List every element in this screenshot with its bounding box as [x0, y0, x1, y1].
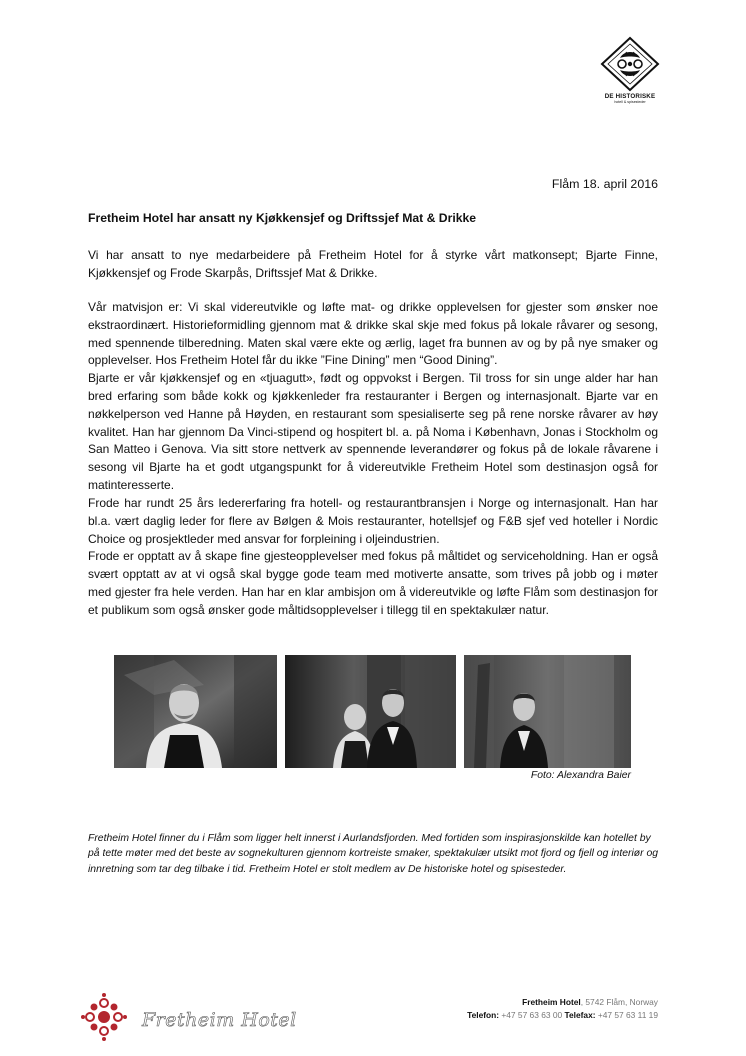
contact-fax-label: Telefax:	[564, 1010, 596, 1020]
document-heading: Fretheim Hotel har ansatt ny Kjøkkensjef og Driftssjef Mat & Drikke	[88, 211, 477, 225]
paragraph-intro: Vi har ansatt to nye medarbeidere på Fretheim Hotel for å styrke vårt matkonsept; Bjarte Finne, Kjøkkensjef og Frode Skarpås, Driftssjef Mat & Drikke.	[88, 248, 658, 280]
de-historiske-logo	[598, 36, 662, 104]
photo-bjarte-and-frode	[285, 655, 456, 768]
contact-address-line	[467, 996, 658, 1009]
photo-chef-bjarte	[114, 655, 277, 768]
paragraph-bjarte: Bjarte er vår kjøkkensjef og en «tjuagutt», født og oppvokst i Bergen. Til tross for sin unge alder har han bred erfaring som både kokk og kjøkkenleder fra restauranter i Bergen og internasjonalt. Bjarte var en nøkkelperson ved Hanne på Høyden, en restaurant som spesialiserte seg på rene norske råvarer av høy kvalitet. Han har gjennom Da Vinci-stipend og hospitert bl. a. på Noma i København, Jonas i Stockholm og San Matteo i Genova. Via sitt store nettverk av spennende leverandører og fokus på de lokale råvarene i sesong vil Bjarte ha et godt utgangspunkt for å videreutvikle Fretheim Hotel som destinasjon også for matinteresserte.	[88, 371, 658, 492]
paragraph-frode-ambition: Frode er opptatt av å skape fine gjesteopplevelser med fokus på måltidet og serviceholdning. Han er også svært opptatt av at vi også skal bygge gode team med motiverte ansatte, som trives på jobb og i møter med gjester fra hele verden. Han har en klar ambisjon om å videreutvikle og løfte Flåm som destinasjon for et publikum som også ønsker gode måltidsopplevelser i tillegg til en spektakulær natur.	[88, 549, 658, 617]
photo-frode	[464, 655, 631, 768]
logo-sub-text: hotell & spisesteder	[614, 100, 646, 104]
de-historiske-emblem-icon	[600, 36, 660, 92]
fretheim-rose-emblem-icon	[81, 993, 127, 1041]
contact-phone: +47 57 63 63 00	[499, 1010, 565, 1020]
paragraph-vision: Vår matvisjon er: Vi skal videreutvikle og løfte mat- og drikke opplevelsen for gjester som ønsker noe ekstraordinært. Historieformidling gjennom mat & drikke skal skje med fokus på lokale råvarer og sesong, med spennende tilberedning. Maten skal være ekte og ærlig, laget fra bunnen av og by på nye smaker og opplevelser. Hos Fretheim Hotel får du ikke ”Fine Dining” men “Good Dining”.	[88, 300, 658, 368]
document-date: Flåm 18. april 2016	[551, 177, 658, 191]
paragraph-vision-block	[88, 299, 658, 495]
contact-info	[467, 996, 658, 1022]
contact-fax: +47 57 63 11 19	[595, 1010, 658, 1020]
hotel-logo-wordmark: Fretheim Hotel	[142, 1009, 297, 1031]
fretheim-hotel-logo	[80, 991, 312, 1043]
paragraph-frode-experience: Frode har rundt 25 års ledererfaring fra hotell- og restaurantbransjen i Norge og internasjonalt. Han har bl.a. vært daglig leder for flere av Bølgen & Mois restauranter, hotellsjef og F&B sjef ved hoteller i Nordic Choice og prosjektleder med ansvar for forpleining i oljeindustrien.	[88, 496, 658, 546]
logo-brand-text: DE HISTORISKE	[604, 93, 656, 100]
contact-phone-label: Telefon:	[467, 1010, 500, 1020]
photo-credit: Foto: Alexandra Baier	[530, 770, 631, 781]
contact-address: , 5742 Flåm, Norway	[580, 997, 658, 1007]
contact-phone-line	[467, 1009, 658, 1022]
paragraph-frode-block	[88, 495, 658, 620]
hotel-description: Fretheim Hotel finner du i Flåm som ligger helt innerst i Aurlandsfjorden. Med fortiden som inspirasjonskilde kan hotellet by på tette møter med det beste av sognekulturen gjennom kortreiste smaker, spektakulær utsikt mot fjord og fjell og interiør og innretning som tar deg tilbake i tid. Fretheim Hotel er stolt medlem av De historiske hotel og spisesteder.	[88, 833, 659, 875]
contact-hotel-name: Fretheim Hotel	[522, 997, 581, 1007]
